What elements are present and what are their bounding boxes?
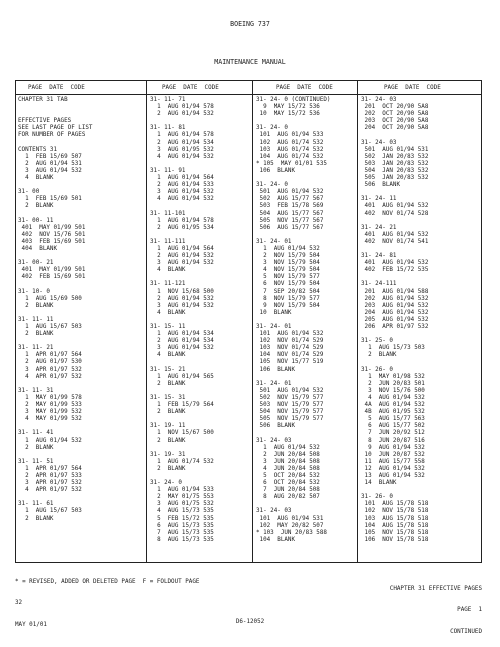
table-row: 4 JUN 20/84 508 — [256, 465, 320, 472]
table-row: 1 AUG 15/67 503 — [18, 324, 82, 330]
table-row: 202 OCT 20/90 5A8 — [361, 111, 429, 118]
table-row: 3 APR 01/97 532 — [18, 480, 82, 487]
table-row: 2 JUN 20/84 508 — [256, 451, 320, 458]
table-row: 103 AUG 15/78 518 — [361, 515, 429, 522]
table-row: 31- 24- 03 — [256, 437, 292, 444]
table-row: 501 AUG 01/94 531 — [361, 146, 429, 153]
table-row: 11 AUG 15/77 558 — [361, 458, 425, 465]
table-row: 506 BLANK — [361, 182, 401, 189]
table-row: 402 FEB 15/72 535 — [361, 267, 429, 274]
table-row: 2 AUG 01/94 534 — [150, 338, 214, 345]
table-row: 7 AUG 15/73 535 — [150, 529, 214, 536]
spacer-row — [18, 182, 92, 189]
table-row: 3 AUG 01/94 532 — [150, 345, 214, 352]
table-row: 1 AUG 01/94 533 — [150, 487, 214, 494]
manual-subtitle: MAINTENANCE MANUAL — [214, 58, 286, 66]
table-row: 2 NOV 15/79 504 — [256, 253, 320, 260]
table-row: 9 AUG 01/94 532 — [361, 444, 425, 451]
footer-left — [15, 565, 199, 636]
revision-legend: * = REVISED, ADDED OR DELETED PAGE F = FOLDOUT PAGE — [15, 579, 200, 586]
table-row: 2 JUN 20/83 501 — [361, 380, 425, 387]
table-row: 102 MAY 20/82 507 — [256, 522, 324, 529]
spacer-row — [18, 104, 92, 111]
table-column-3 — [256, 97, 330, 544]
table-row: 3 JUN 20/84 508 — [256, 458, 320, 465]
table-row: 2 AUG 01/94 533 — [150, 182, 214, 189]
table-row: 31- 24- 0 — [150, 480, 182, 487]
column-header-1: PAGE DATE CODE — [28, 85, 85, 91]
spacer-row — [150, 473, 214, 480]
spacer-row — [18, 310, 92, 317]
table-row: 8 JUN 20/87 516 — [361, 437, 425, 444]
spacer-row — [18, 140, 92, 147]
table-row: 205 AUG 01/94 532 — [361, 316, 429, 323]
table-row: * 103 JUN 20/83 588 — [256, 529, 327, 536]
table-row: 3 AUG 01/94 532 — [18, 167, 82, 174]
table-row: * 105 MAY 01/01 535 — [256, 160, 327, 167]
table-row: 505 NOV 15/79 577 — [256, 416, 324, 423]
table-row: 4 AUG 01/94 532 — [150, 153, 214, 160]
table-column-2 — [150, 97, 214, 544]
table-row: 3 MAY 01/99 532 — [18, 409, 82, 416]
table-row: 31- 00- 11 — [18, 217, 54, 224]
table-row: 6 NOV 15/79 504 — [256, 281, 320, 288]
table-row: 31- 15- 31 — [150, 394, 186, 401]
spacer-row — [361, 189, 428, 196]
section-name: CHAPTER 31 EFFECTIVE PAGES — [389, 586, 482, 593]
footer-right — [370, 572, 482, 643]
column-divider — [146, 81, 147, 562]
table-row: 4 BLANK — [18, 175, 54, 182]
spacer-row — [18, 381, 92, 388]
spacer-row — [361, 331, 428, 338]
table-row: 501 AUG 01/94 532 — [256, 189, 324, 196]
column-divider — [252, 81, 253, 562]
spacer-row — [150, 416, 214, 423]
table-row: 502 AUG 15/77 567 — [256, 196, 324, 203]
table-row: EFFECTIVE PAGES — [18, 118, 72, 125]
table-row: 31- 00- 21 — [18, 260, 54, 267]
table-row: 1 AUG 01/74 532 — [150, 458, 214, 465]
table-row: 31- 11- 31 — [18, 387, 54, 394]
spacer-row — [18, 452, 92, 459]
table-row: 202 AUG 01/94 532 — [361, 295, 429, 302]
table-row: 1 APR 01/97 564 — [18, 465, 82, 472]
table-row: 102 AUG 01/74 532 — [256, 139, 324, 146]
table-row: 31- 26- 0 — [361, 366, 393, 373]
table-row: 502 NOV 15/79 577 — [256, 394, 324, 401]
table-row: 31- 19- 31 — [150, 451, 186, 458]
table-row: 1 AUG 01/94 565 — [150, 373, 214, 380]
table-row: 502 JAN 20/83 532 — [361, 153, 429, 160]
table-row: 4 BLANK — [150, 309, 186, 316]
table-row: 3 AUG 01/94 532 — [150, 189, 214, 196]
spacer-row — [150, 274, 214, 281]
table-row: 31- 11- 81 — [150, 125, 186, 132]
continued-note: CONTINUED — [450, 628, 482, 635]
table-row: 401 AUG 01/94 532 — [361, 231, 429, 238]
table-row: 2 AUG 01/97 530 — [18, 359, 82, 366]
table-row: 31- 11- 61 — [18, 501, 54, 508]
table-row: 8 NOV 15/79 577 — [256, 295, 320, 302]
table-row: 503 JAN 20/83 532 — [361, 160, 429, 167]
table-row: 4 BLANK — [150, 267, 186, 274]
table-row: 2 APR 01/97 533 — [18, 472, 82, 479]
table-row: SEE LAST PAGE OF LIST — [18, 125, 93, 132]
spacer-row — [150, 388, 214, 395]
table-row: 3 AUG 01/95 532 — [150, 146, 214, 153]
table-row: 31- 11-121 — [150, 281, 186, 288]
table-row: 4 NOV 15/79 504 — [256, 267, 320, 274]
table-row: 206 APR 01/97 532 — [361, 324, 429, 330]
table-row: 3 NOV 15/76 500 — [361, 387, 425, 394]
table-row: 31- 26- 0 — [361, 494, 393, 501]
table-row: 2 AUG 01/94 532 — [150, 111, 214, 118]
table-row: 10 MAY 15/72 536 — [256, 111, 320, 118]
table-row: 31- 11- 91 — [150, 167, 186, 174]
table-row: 31- 24-111 — [361, 281, 397, 288]
table-row: 2 BLANK — [150, 380, 186, 387]
table-row: 8 AUG 20/82 507 — [256, 494, 320, 501]
table-row: 31- 24- 0 — [256, 182, 288, 189]
table-row: 503 NOV 15/79 577 — [256, 402, 324, 409]
spacer-row — [361, 218, 428, 225]
table-row: 101 AUG 15/78 518 — [361, 501, 429, 508]
table-row: 2 BLANK — [18, 302, 54, 309]
table-row: 10 JUN 20/87 532 — [361, 451, 425, 458]
table-row: 1 AUG 01/94 532 — [256, 444, 320, 451]
table-row: 505 JAN 20/83 532 — [361, 175, 429, 182]
table-row: 31- 24- 03 — [361, 139, 397, 146]
table-row: 102 NOV 15/78 518 — [361, 508, 429, 515]
table-row: 503 FEB 15/78 569 — [256, 203, 324, 210]
table-row: 203 OCT 20/90 5A8 — [361, 118, 429, 125]
table-row: 1 AUG 01/94 564 — [150, 175, 214, 182]
spacer-row — [18, 111, 92, 118]
table-row: 401 MAY 01/99 501 — [18, 224, 86, 231]
table-row: 2 BLANK — [18, 444, 54, 451]
spacer-row — [18, 494, 92, 501]
revision-date: MAY 01/01 — [15, 621, 47, 628]
table-row: 31- 00 — [18, 189, 40, 196]
table-row: 3 NOV 15/79 504 — [256, 260, 320, 267]
table-row: 1 FEB 15/79 564 — [150, 402, 214, 409]
table-row: 506 BLANK — [256, 423, 296, 430]
table-row: 7 JUN 20/92 512 — [361, 430, 425, 437]
table-row: 201 OCT 20/90 5A8 — [361, 104, 429, 111]
table-row: 403 FEB 15/69 501 — [18, 238, 86, 245]
table-row: 1 AUG 01/94 578 — [150, 217, 214, 224]
table-row: 204 OCT 20/90 5A8 — [361, 125, 429, 132]
table-row: 5 AUG 15/77 563 — [361, 416, 425, 423]
table-row: 2 BLANK — [150, 437, 186, 444]
table-row: 2 AUG 01/94 532 — [150, 253, 214, 260]
table-row: 4 MAY 01/99 532 — [18, 416, 82, 423]
table-row: 1 AUG 01/94 564 — [150, 245, 214, 252]
column-header-4: PAGE DATE CODE — [384, 85, 441, 91]
table-row: 4 APR 01/97 532 — [18, 373, 82, 380]
table-row: CONTENTS 31 — [18, 146, 58, 153]
table-row: 2 AUG 01/94 532 — [150, 295, 214, 302]
spacer-row — [150, 118, 214, 125]
table-row: 402 FEB 15/69 501 — [18, 274, 86, 281]
table-row: 404 BLANK — [18, 245, 58, 252]
table-row: 31- 24- 01 — [256, 238, 292, 245]
table-row: 7 SEP 20/82 504 — [256, 288, 320, 295]
table-row: 31- 11- 71 — [150, 97, 186, 103]
table-row: 103 AUG 01/74 532 — [256, 146, 324, 153]
table-row: 106 NOV 15/78 518 — [361, 536, 429, 543]
spacer-row — [361, 487, 428, 494]
table-row: 10 BLANK — [256, 309, 292, 316]
table-row: 501 AUG 01/94 532 — [256, 387, 324, 394]
table-row: 4 AUG 01/94 532 — [150, 196, 214, 203]
table-row: 31- 11- 11 — [18, 316, 54, 323]
table-row: 4 AUG 01/94 532 — [361, 394, 425, 401]
table-row: 31- 11- 41 — [18, 430, 54, 437]
table-row: 2 BLANK — [361, 352, 397, 359]
table-row: CHAPTER 31 TAB — [18, 97, 68, 103]
spacer-row — [18, 253, 92, 260]
table-row: 7 JUN 20/84 508 — [256, 487, 320, 494]
table-row: 31- 11-101 — [150, 210, 186, 217]
header-divider — [16, 94, 481, 95]
document-number: D6-12052 — [235, 619, 265, 625]
spacer-row — [150, 232, 214, 239]
table-row: 13 AUG 01/94 532 — [361, 472, 425, 479]
spacer-row — [18, 423, 92, 430]
table-row: 12 AUG 01/94 532 — [361, 465, 425, 472]
table-row: 2 MAY 01/75 553 — [150, 494, 214, 501]
table-row: 505 NOV 15/77 567 — [256, 217, 324, 224]
column-header-3: PAGE DATE CODE — [276, 85, 333, 91]
spacer-row — [361, 274, 428, 281]
table-row: 1 MAY 01/98 532 — [361, 373, 425, 380]
table-row: 504 NOV 15/79 577 — [256, 409, 324, 416]
table-row: 504 JAN 20/83 532 — [361, 167, 429, 174]
manual-title: BOEING 737 — [230, 20, 270, 28]
spacer-row — [256, 232, 330, 239]
table-row: 6 OCT 20/84 532 — [256, 480, 320, 487]
table-row: 4B AUG 01/95 532 — [361, 409, 425, 416]
table-row: 1 AUG 01/94 578 — [150, 132, 214, 139]
table-row: 31- 24- 01 — [256, 324, 292, 330]
table-row: 31- 15- 21 — [150, 366, 186, 373]
spacer-row — [18, 211, 92, 218]
page-reference: 32 — [15, 600, 23, 607]
table-row: 3 AUG 01/94 532 — [150, 302, 214, 309]
spacer-row — [256, 501, 330, 508]
spacer-row — [361, 246, 428, 253]
table-row: 31- 19- 11 — [150, 423, 186, 430]
spacer-row — [256, 175, 330, 182]
table-row: 4 APR 01/97 532 — [18, 487, 82, 494]
table-row: 5 OCT 20/84 532 — [256, 472, 320, 479]
table-row: 3 APR 01/97 532 — [18, 366, 82, 373]
table-row: 2 BLANK — [18, 515, 54, 522]
table-row: 506 AUG 15/77 567 — [256, 224, 324, 231]
table-row: 1 NOV 15/68 500 — [150, 288, 214, 295]
spacer-row — [150, 317, 214, 324]
spacer-row — [256, 430, 330, 437]
table-row: 104 AUG 01/74 532 — [256, 153, 324, 160]
effective-pages-table — [15, 80, 482, 563]
table-row: 2 BLANK — [150, 409, 186, 416]
table-row: 9 MAY 15/72 536 — [256, 104, 320, 111]
table-row: 401 AUG 01/94 532 — [361, 260, 429, 267]
table-row: 31- 24- 11 — [361, 196, 397, 203]
spacer-row — [361, 132, 428, 139]
table-row: 6 AUG 15/77 502 — [361, 423, 425, 430]
table-row: 2 BLANK — [18, 331, 54, 338]
table-row: 105 NOV 15/78 518 — [361, 529, 429, 536]
table-row: 203 AUG 01/94 532 — [361, 302, 429, 309]
table-row: 201 AUG 01/94 588 — [361, 288, 429, 295]
table-row: 101 AUG 01/94 533 — [256, 132, 324, 139]
spacer-row — [150, 161, 214, 168]
table-row: 1 APR 01/97 564 — [18, 352, 82, 359]
table-row: 5 NOV 15/79 577 — [256, 274, 320, 281]
spacer-row — [256, 317, 330, 324]
table-row: 104 NOV 01/74 529 — [256, 352, 324, 359]
table-row: 2 MAY 01/99 533 — [18, 402, 82, 409]
spacer-row — [256, 118, 330, 125]
table-row: 31- 11- 51 — [18, 458, 54, 465]
table-row: 103 NOV 01/74 529 — [256, 345, 324, 352]
table-row: 106 BLANK — [256, 167, 296, 174]
table-row: 31- 24- 03 — [361, 97, 397, 103]
table-row: 106 BLANK — [256, 366, 296, 373]
table-row: 1 AUG 01/94 532 — [256, 245, 320, 252]
column-divider — [357, 81, 358, 562]
spacer-row — [361, 359, 428, 366]
table-row: 31- 24- 03 — [256, 508, 292, 515]
table-row: 1 AUG 01/94 578 — [150, 104, 214, 111]
table-row: 1 FEB 15/69 507 — [18, 153, 82, 160]
table-row: 4A AUG 01/94 532 — [361, 402, 425, 409]
table-row: 104 AUG 15/78 518 — [361, 522, 429, 529]
spacer-row — [256, 374, 330, 381]
table-row: 31- 24- 81 — [361, 253, 397, 260]
table-column-4 — [361, 97, 428, 544]
table-row: 6 AUG 15/73 535 — [150, 522, 214, 529]
table-row: 4 AUG 15/73 535 — [150, 508, 214, 515]
table-row: 1 FEB 15/69 501 — [18, 196, 82, 203]
table-row: 402 NOV 01/74 528 — [361, 210, 429, 217]
table-row: 31- 11-111 — [150, 238, 186, 245]
table-row: 401 MAY 01/99 501 — [18, 267, 86, 274]
table-column-1 — [18, 97, 92, 523]
spacer-row — [150, 359, 214, 366]
table-row: 8 AUG 15/73 535 — [150, 536, 214, 543]
table-row: 9 NOV 15/79 504 — [256, 302, 320, 309]
table-row: 2 AUG 01/94 531 — [18, 160, 82, 167]
table-row: 31- 24- 21 — [361, 224, 397, 231]
table-row: 31- 24- 01 — [256, 380, 292, 387]
table-row: 101 AUG 01/94 531 — [256, 515, 324, 522]
spacer-row — [18, 338, 92, 345]
table-row: 2 AUG 01/94 534 — [150, 139, 214, 146]
table-row: 2 BLANK — [18, 203, 54, 210]
table-row: 1 AUG 15/73 503 — [361, 345, 425, 352]
table-row: 31- 11- 21 — [18, 345, 54, 352]
table-row: 101 AUG 01/94 532 — [256, 331, 324, 338]
table-row: 2 AUG 01/95 534 — [150, 224, 214, 231]
table-row: 204 AUG 01/94 532 — [361, 309, 429, 316]
table-row: 31- 25- 0 — [361, 338, 393, 345]
spacer-row — [150, 203, 214, 210]
table-row: FOR NUMBER OF PAGES — [18, 132, 86, 139]
table-row: 504 AUG 15/77 567 — [256, 210, 324, 217]
table-row: 1 AUG 15/69 500 — [18, 295, 82, 302]
table-row: 31- 24- 0 — [256, 125, 288, 132]
table-row: 401 AUG 01/94 532 — [361, 203, 429, 210]
table-row: 31- 10- 0 — [18, 288, 50, 295]
table-row: 102 NOV 01/74 529 — [256, 338, 324, 345]
table-row: 14 BLANK — [361, 480, 397, 487]
table-row: 3 AUG 01/94 532 — [150, 260, 214, 267]
spacer-row — [18, 281, 92, 288]
table-row: 4 BLANK — [150, 352, 186, 359]
table-row: 1 AUG 01/94 534 — [150, 331, 214, 338]
table-row: 1 NOV 15/67 500 — [150, 430, 214, 437]
table-row: 31- 15- 11 — [150, 324, 186, 330]
table-row: 104 BLANK — [256, 536, 296, 543]
table-row: 402 NOV 15/76 501 — [18, 231, 86, 238]
table-row: 1 AUG 15/67 503 — [18, 508, 82, 515]
table-row: 3 AUG 01/75 532 — [150, 501, 214, 508]
table-row: 402 NOV 01/74 541 — [361, 238, 429, 245]
table-row: 2 BLANK — [150, 465, 186, 472]
table-row: 1 AUG 01/94 532 — [18, 437, 82, 444]
table-row: 5 FEB 15/72 535 — [150, 515, 214, 522]
column-header-2: PAGE DATE CODE — [162, 85, 219, 91]
table-row: 1 MAY 01/99 578 — [18, 394, 82, 401]
spacer-row — [150, 445, 214, 452]
table-row: 31- 24- 0 (CONTINUED) — [256, 97, 331, 103]
page-number: PAGE 1 — [457, 607, 482, 614]
table-row: 105 NOV 15/77 519 — [256, 359, 324, 366]
